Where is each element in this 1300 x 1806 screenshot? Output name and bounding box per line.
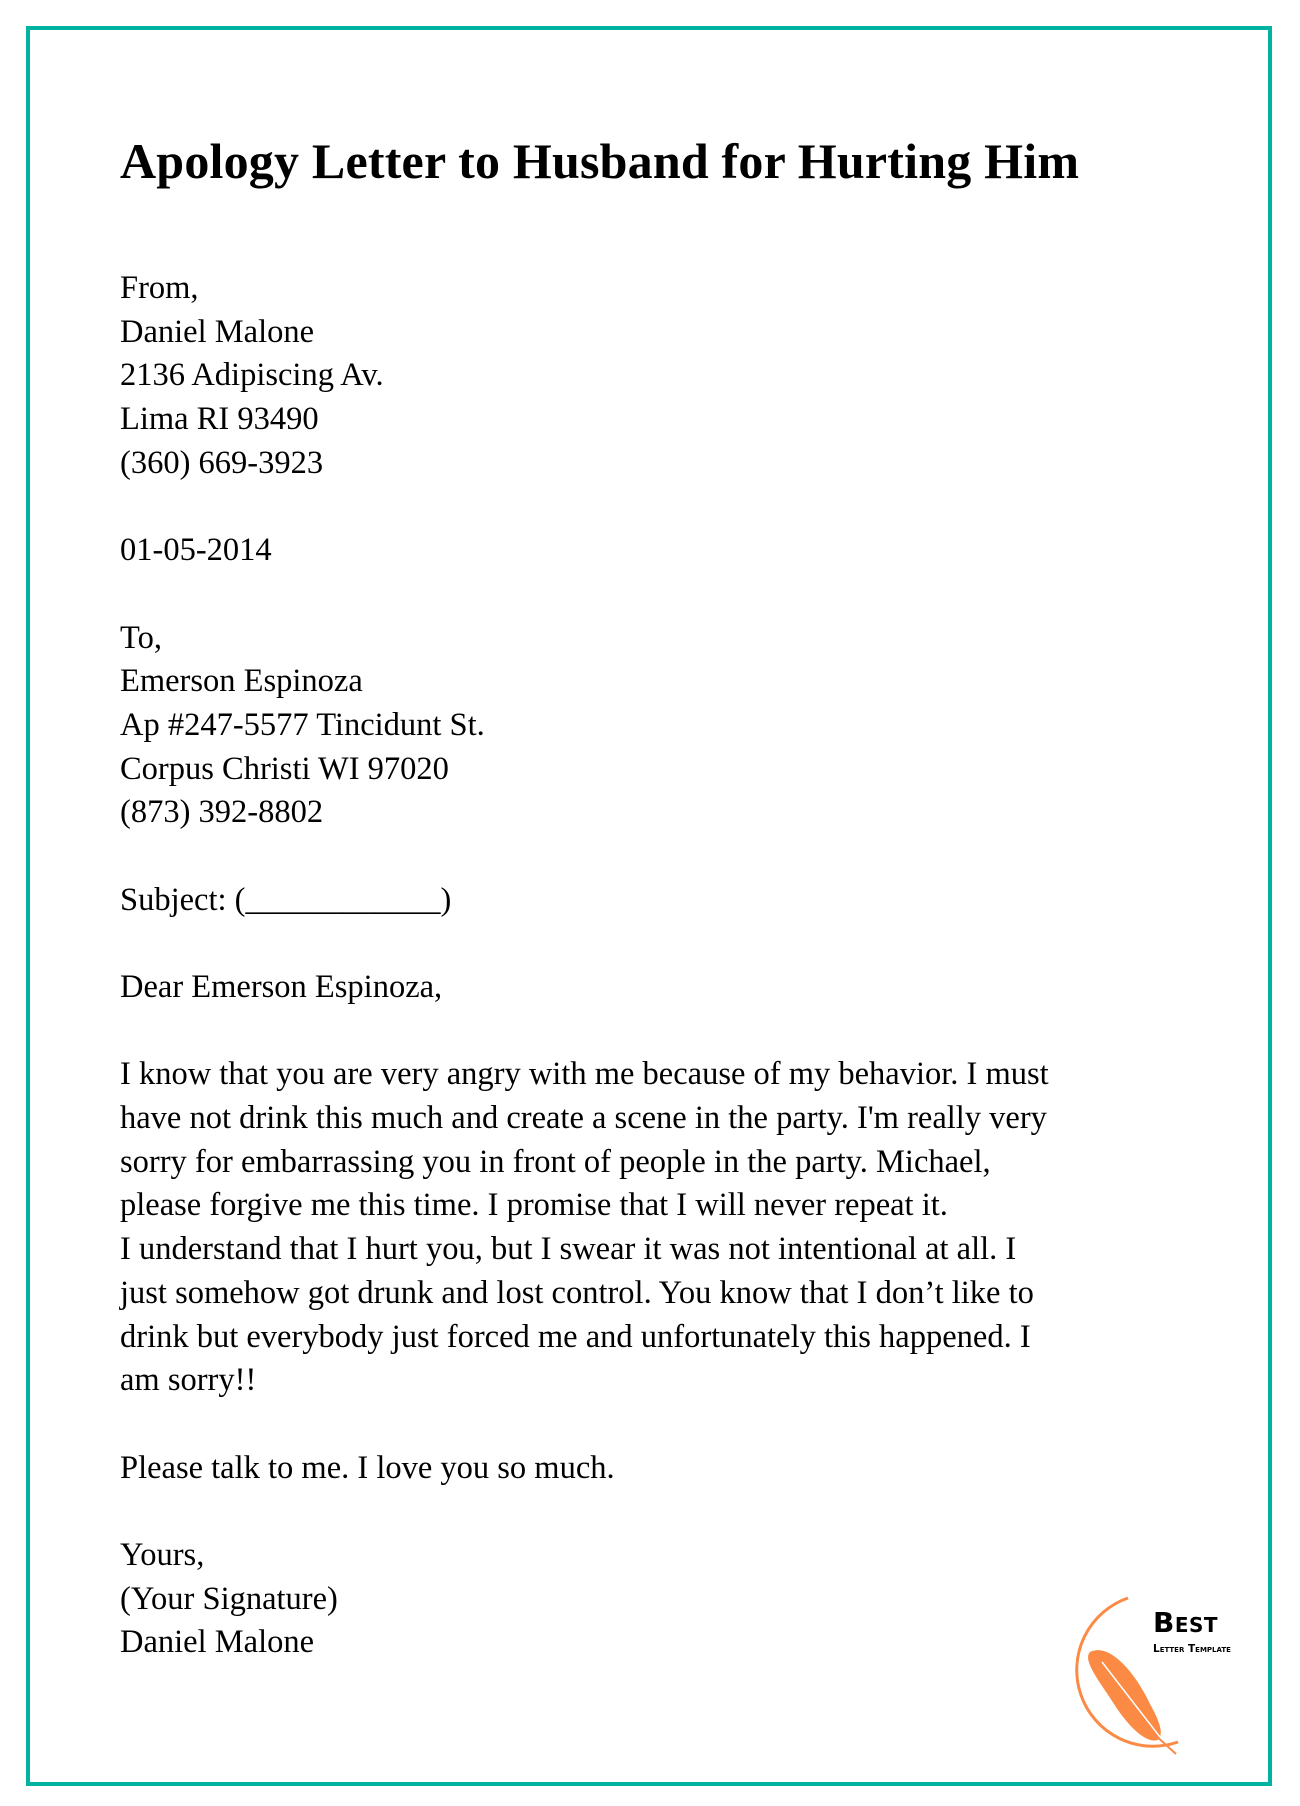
letter-body (120, 267, 1049, 1665)
sender-address: 2136 Adipiscing Av. (120, 357, 384, 394)
spacer (120, 573, 1049, 617)
body-line: am sorry!! (120, 1362, 257, 1399)
signature-placeholder: (Your Signature) (120, 1580, 338, 1617)
salutation: Dear Emerson Espinoza, (120, 969, 443, 1005)
spacer (120, 835, 1049, 879)
spacer (120, 1490, 1049, 1534)
logo-brand: Best (1153, 1606, 1219, 1639)
letter-date: 01-05-2014 (120, 532, 272, 569)
spacer (120, 1403, 1049, 1447)
from-label: From, (120, 270, 199, 306)
body-line: have not drink this much and create a scene in the party. I'm really very (120, 1100, 1047, 1137)
body-line: I know that you are very angry with me because of my behavior. I must (120, 1056, 1049, 1093)
sender-city: Lima RI 93490 (120, 401, 319, 438)
subject-line: Subject: (____________) (120, 881, 452, 918)
letter-title: Apology Letter to Husband for Hurting Him (120, 133, 1080, 189)
body-line: just somehow got drunk and lost control. You know that I don’t like to (120, 1274, 1034, 1311)
sender-name: Daniel Malone (120, 313, 315, 350)
signoff-name: Daniel Malone (120, 1624, 315, 1661)
closing-line: Please talk to me. I love you so much. (120, 1449, 615, 1486)
body-line: I understand that I hurt you, but I swear it was not intentional at all. I (120, 1231, 1017, 1268)
logo-tagline: Letter Template (1153, 1643, 1231, 1655)
body-line: please forgive me this time. I promise that I will never repeat it. (120, 1187, 948, 1224)
recipient-city: Corpus Christi WI 97020 (120, 750, 449, 787)
body-line: drink but everybody just forced me and unfortunately this happened. I (120, 1318, 1031, 1355)
spacer (120, 485, 1049, 529)
recipient-name: Emerson Espinoza (120, 663, 363, 700)
body-line: sorry for embarrassing you in front of people in the party. Michael, (120, 1143, 991, 1180)
signoff-closing: Yours, (120, 1536, 205, 1573)
to-label: To, (120, 619, 162, 656)
spacer (120, 922, 1049, 966)
spacer (120, 1010, 1049, 1054)
recipient-address: Ap #247-5577 Tincidunt St. (120, 706, 485, 743)
recipient-phone: (873) 392-8802 (120, 794, 324, 831)
best-letter-template-logo (1058, 1594, 1258, 1764)
sender-phone: (360) 669-3923 (120, 444, 324, 481)
